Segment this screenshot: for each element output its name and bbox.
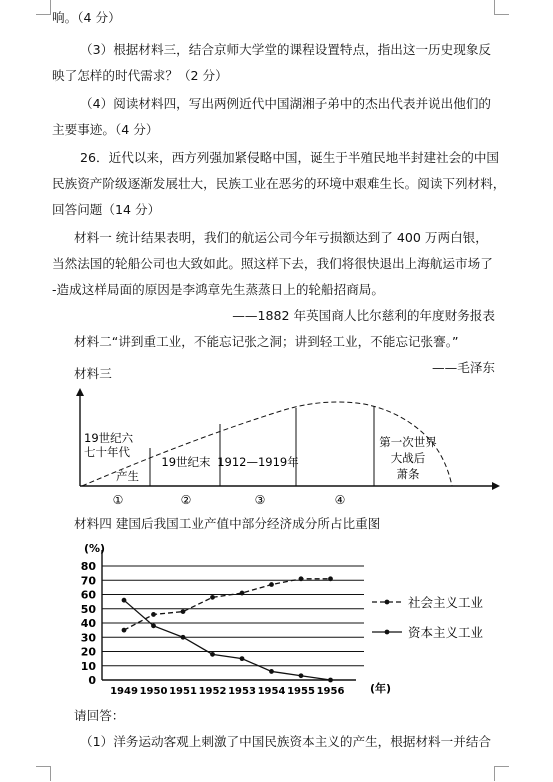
- legend-marker: [385, 600, 390, 605]
- material-2-source: ——毛泽东: [432, 360, 495, 375]
- y-axis-arrow: [76, 388, 84, 396]
- stage-4-label-a: 第一次世界: [379, 435, 437, 449]
- y-tick-label: 20: [80, 645, 96, 659]
- stage-marker-3: ③: [254, 493, 266, 507]
- crop-mark-top-right: [494, 0, 509, 15]
- x-tick-label: 1950: [139, 686, 168, 697]
- y-tick-label: 50: [80, 602, 96, 616]
- data-point: [151, 623, 156, 628]
- data-point: [181, 635, 186, 640]
- data-point: [328, 576, 333, 581]
- crop-mark-bottom-right: [494, 766, 509, 781]
- question-3: （3）根据材料三，结合京师大学堂的课程设置特点，指出这一历史现象反: [80, 42, 492, 57]
- data-point: [240, 656, 245, 661]
- x-tick-label: 1951: [169, 686, 197, 697]
- x-tick-label: 1952: [198, 686, 227, 697]
- stage-1-label-a: 19世纪六: [84, 431, 134, 445]
- stage-2-label: 19世纪末: [161, 455, 211, 469]
- series-line-1: [124, 579, 331, 630]
- question-4: （4）阅读材料四，写出两例近代中国湖湘子弟中的杰出代表并说出他们的: [80, 96, 492, 111]
- data-point: [151, 612, 156, 617]
- stage-marker-1: ①: [112, 493, 124, 507]
- y-tick-label: 10: [80, 659, 96, 673]
- x-tick-label: 1953: [228, 686, 256, 697]
- data-point: [328, 678, 333, 683]
- data-point: [269, 669, 274, 674]
- legend-label: 资本主义工业: [408, 625, 484, 640]
- stage-marker-2: ②: [180, 493, 192, 507]
- x-tick-label: 1956: [316, 686, 345, 697]
- text-line: 民族资产阶级逐渐发展壮大，民族工业在恶劣的环境中艰难生长。阅读下列材料，: [52, 176, 506, 191]
- data-point: [299, 576, 304, 581]
- sub-question-1: （1）洋务运动客观上刺激了中国民族资本主义的产生，根据材料一并结合: [80, 734, 492, 749]
- y-tick-label: 80: [80, 560, 96, 573]
- data-point: [210, 652, 215, 657]
- data-point: [269, 582, 274, 587]
- legend-label: 社会主义工业: [408, 595, 484, 610]
- stage-1-label-c: 产生: [116, 469, 139, 483]
- y-tick-label: 0: [88, 674, 96, 687]
- text-line: 当然法国的轮船公司也大致如此。照这样下去，我们将很快退出上海航运市场了: [52, 256, 493, 271]
- series-line-2: [124, 600, 331, 680]
- text-line: 主要事迹。（4 分）: [52, 122, 159, 137]
- text-line: 回答问题（14 分）: [52, 202, 161, 217]
- material-2: 材料二“讲到重工业，不能忘记张之洞；讲到轻工业，不能忘记张謇。”: [74, 334, 459, 349]
- text-line: 响。（4 分）: [52, 10, 121, 25]
- material-1-source: ——1882 年英国商人比尔慈利的年度财务报表: [232, 308, 495, 323]
- data-point: [181, 609, 186, 614]
- data-point: [299, 673, 304, 678]
- text-line: 映了怎样的时代需求？（2 分）: [52, 68, 228, 83]
- crop-mark-top-left: [36, 0, 51, 15]
- y-tick-label: 40: [80, 617, 96, 630]
- x-tick-label: 1955: [287, 686, 315, 697]
- data-point: [240, 591, 245, 596]
- stage-marker-4: ④: [334, 493, 346, 507]
- answer-prompt: 请回答：: [74, 708, 125, 723]
- stage-3-label: 1912—1919年: [217, 455, 299, 469]
- stage-4-label-c: 萧条: [396, 467, 420, 481]
- x-axis-label: (年): [370, 682, 392, 695]
- industry-share-chart: [64, 538, 514, 698]
- x-tick-label: 1949: [110, 686, 138, 697]
- development-stages-diagram: [74, 388, 502, 510]
- y-tick-label: 30: [80, 631, 96, 645]
- material-4-title: 材料四 建国后我国工业产值中部分经济成分所占比重图: [74, 516, 381, 531]
- x-tick-label: 1954: [257, 686, 286, 697]
- text-line: -造成这样局面的原因是李鸿章先生蒸蒸日上的轮船招商局。: [52, 282, 384, 297]
- stage-1-label-b: 七十年代: [84, 445, 130, 459]
- crop-mark-bottom-left: [36, 766, 51, 781]
- legend-marker: [385, 630, 390, 635]
- material-1: 材料一 统计结果表明，我们的航运公司今年亏损额达到了 400 万两白银，: [74, 230, 488, 245]
- data-point: [122, 628, 127, 633]
- x-axis-arrow: [492, 482, 500, 490]
- material-3-label: 材料三: [74, 366, 112, 381]
- y-tick-label: 60: [80, 588, 96, 602]
- y-tick-label: 70: [80, 574, 96, 588]
- y-axis-label: (%): [84, 542, 106, 555]
- data-point: [122, 598, 127, 603]
- data-point: [210, 595, 215, 600]
- stage-4-label-b: 大战后: [390, 451, 426, 465]
- question-26: 26．近代以来，西方列强加紧侵略中国，诞生于半殖民地半封建社会的中国: [80, 150, 500, 165]
